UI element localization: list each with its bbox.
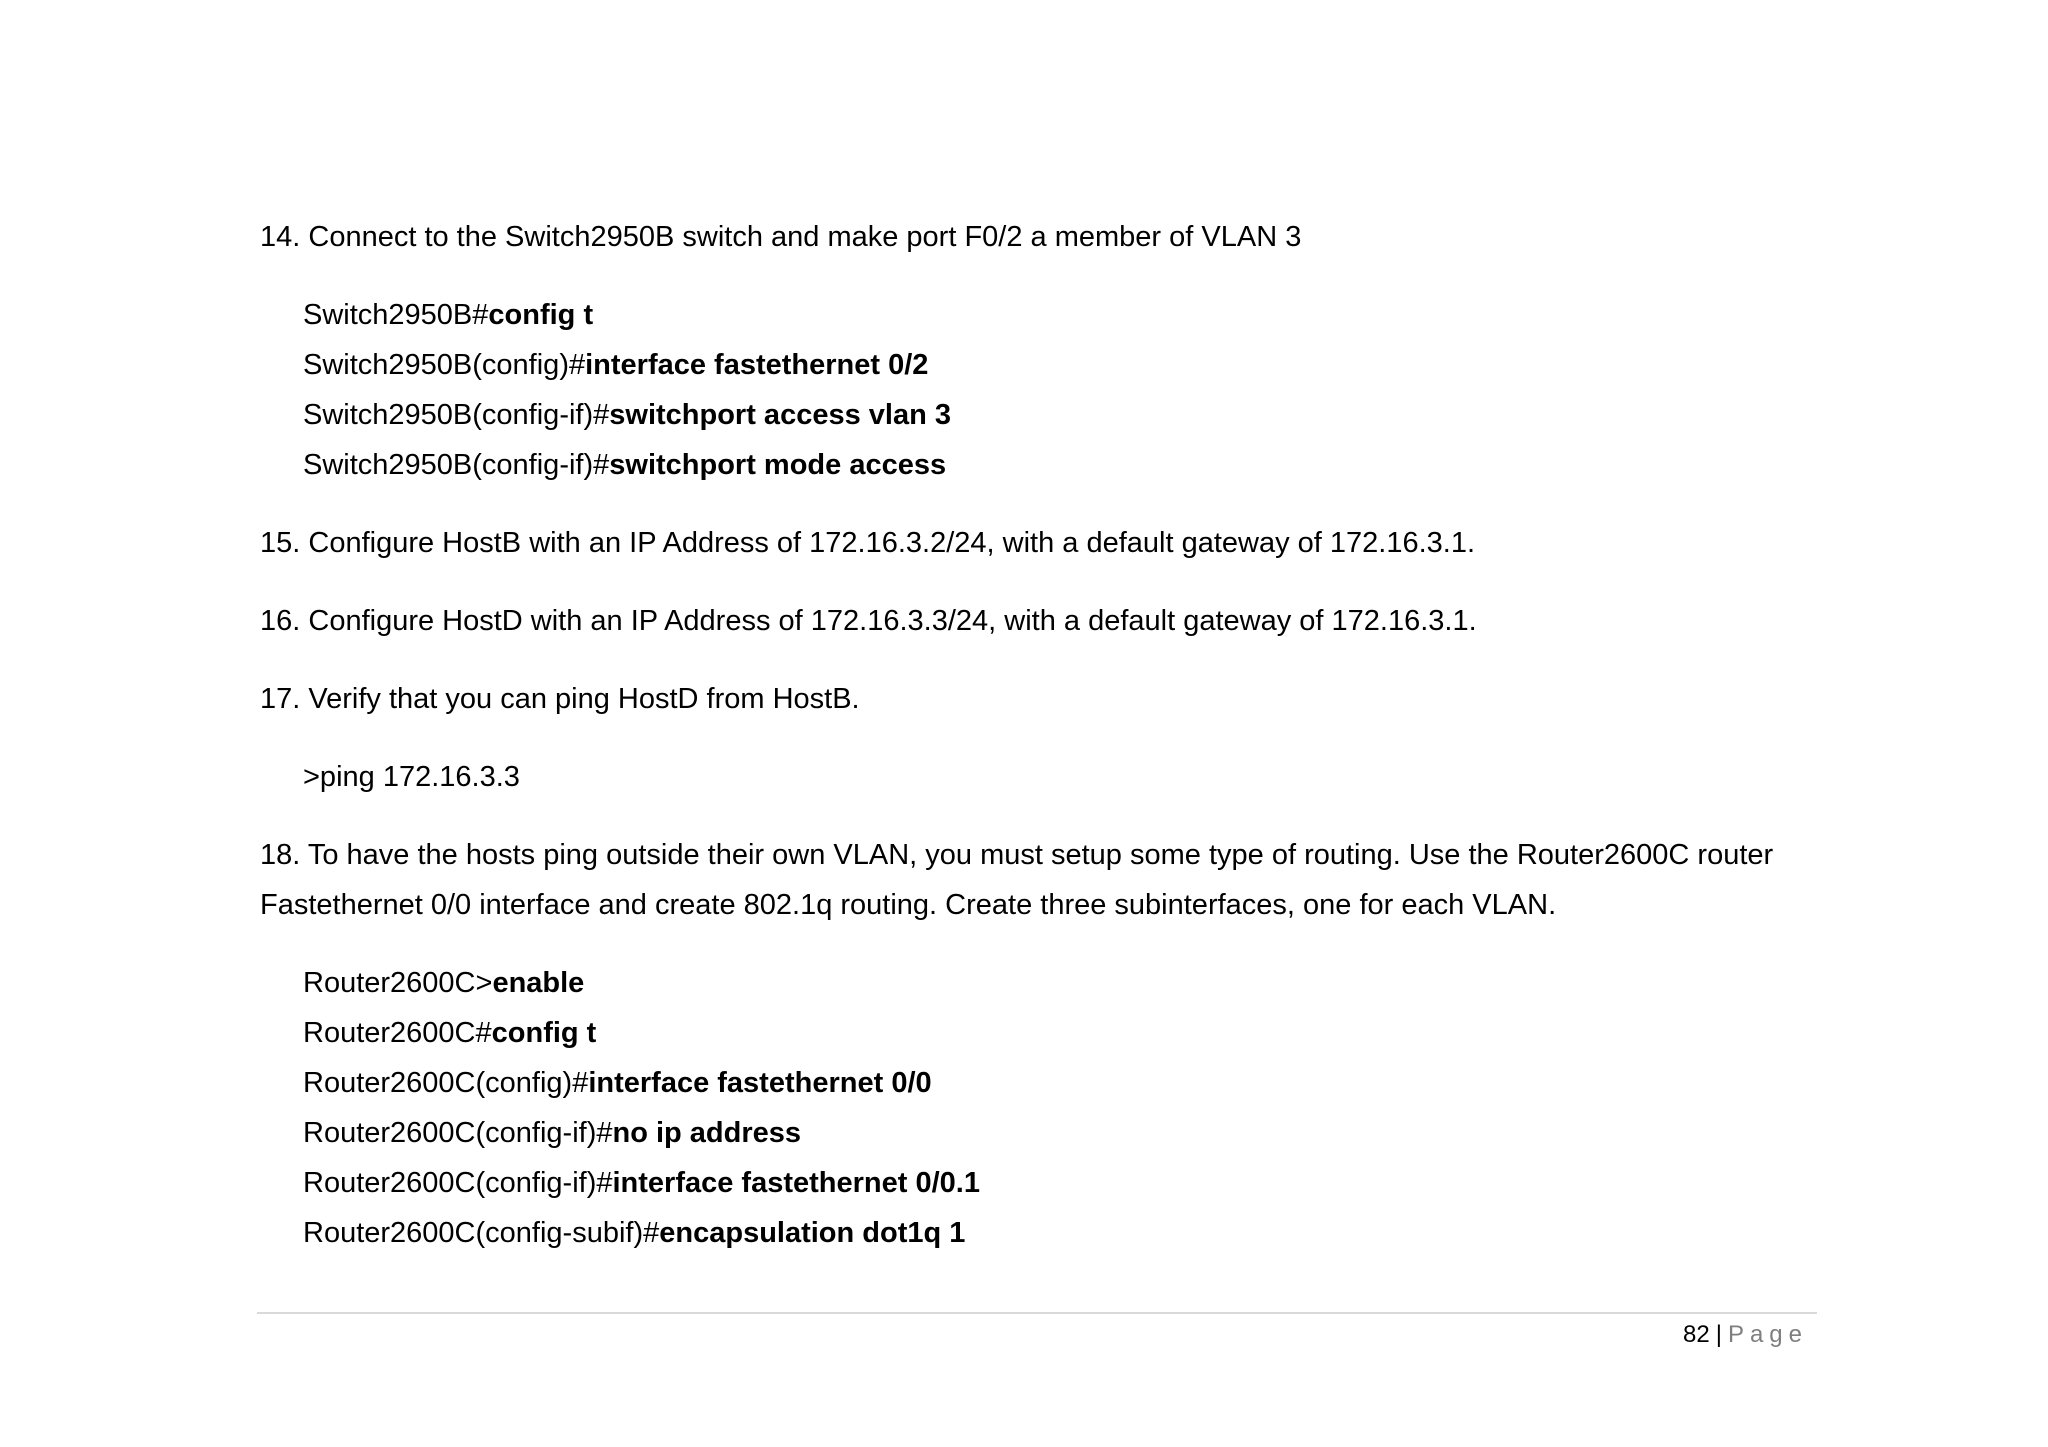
command-line (303, 752, 1820, 802)
command-line (303, 390, 1820, 440)
step-18-commands (303, 958, 1820, 1258)
command-prompt: >ping 172.16.3.3 (303, 761, 520, 793)
command-prompt: Router2600C(config-if)# (303, 1117, 613, 1149)
command-input: switchport mode access (609, 449, 947, 481)
command-line (303, 1208, 1820, 1258)
command-line (303, 1158, 1820, 1208)
command-line (303, 1058, 1820, 1108)
step-14-text: 14. Connect to the Switch2950B switch and make port F0/2 a member of VLAN 3 (260, 221, 1302, 253)
command-prompt: Switch2950B(config-if)# (303, 399, 610, 431)
command-prompt: Router2600C# (303, 1017, 492, 1049)
command-input: switchport access vlan 3 (609, 399, 951, 431)
command-prompt: Switch2950B# (303, 299, 489, 331)
command-line (303, 958, 1820, 1008)
step-17-text: 17. Verify that you can ping HostD from HostB. (260, 683, 860, 715)
command-input: config t (488, 299, 594, 331)
command-prompt: Switch2950B(config-if)# (303, 449, 610, 481)
step-15-text: 15. Configure HostB with an IP Address of 172.16.3.2/24, with a default gateway of 172.16.3.1. (260, 527, 1476, 559)
command-input: no ip address (612, 1117, 802, 1149)
command-line (303, 340, 1820, 390)
page-label: Page (1727, 1321, 1808, 1348)
command-line (303, 440, 1820, 490)
command-input: encapsulation dot1q 1 (659, 1217, 966, 1249)
command-line (303, 1008, 1820, 1058)
step-17-commands (303, 752, 1820, 802)
command-prompt: Switch2950B(config)# (303, 349, 586, 381)
command-prompt: Router2600C(config)# (303, 1067, 589, 1099)
command-input: interface fastethernet 0/0 (588, 1067, 932, 1099)
page-content (260, 212, 1820, 1286)
step-16-text: 16. Configure HostD with an IP Address of 172.16.3.3/24, with a default gateway of 172.16.3.1. (260, 605, 1477, 637)
command-input: config t (491, 1017, 597, 1049)
command-line (303, 290, 1820, 340)
step-18-text: 18. To have the hosts ping outside their own VLAN, you must setup some type of routing. Use the Router2600C router Fastethernet 0/0 interface and create 802.1q routing. Create three subinterfaces, one for each VLAN. (260, 839, 1774, 921)
command-prompt: Router2600C> (303, 967, 493, 999)
command-input: enable (492, 967, 585, 999)
footer-divider (257, 1312, 1817, 1314)
page-number: 82 (1683, 1321, 1710, 1348)
page-footer (1683, 1318, 1808, 1352)
command-input: interface fastethernet 0/0.1 (612, 1167, 980, 1199)
command-line (303, 1108, 1820, 1158)
command-prompt: Router2600C(config-subif)# (303, 1217, 660, 1249)
command-prompt: Router2600C(config-if)# (303, 1167, 613, 1199)
command-input: interface fastethernet 0/2 (585, 349, 929, 381)
step-14-commands (303, 290, 1820, 490)
footer-separator: | (1715, 1321, 1722, 1348)
